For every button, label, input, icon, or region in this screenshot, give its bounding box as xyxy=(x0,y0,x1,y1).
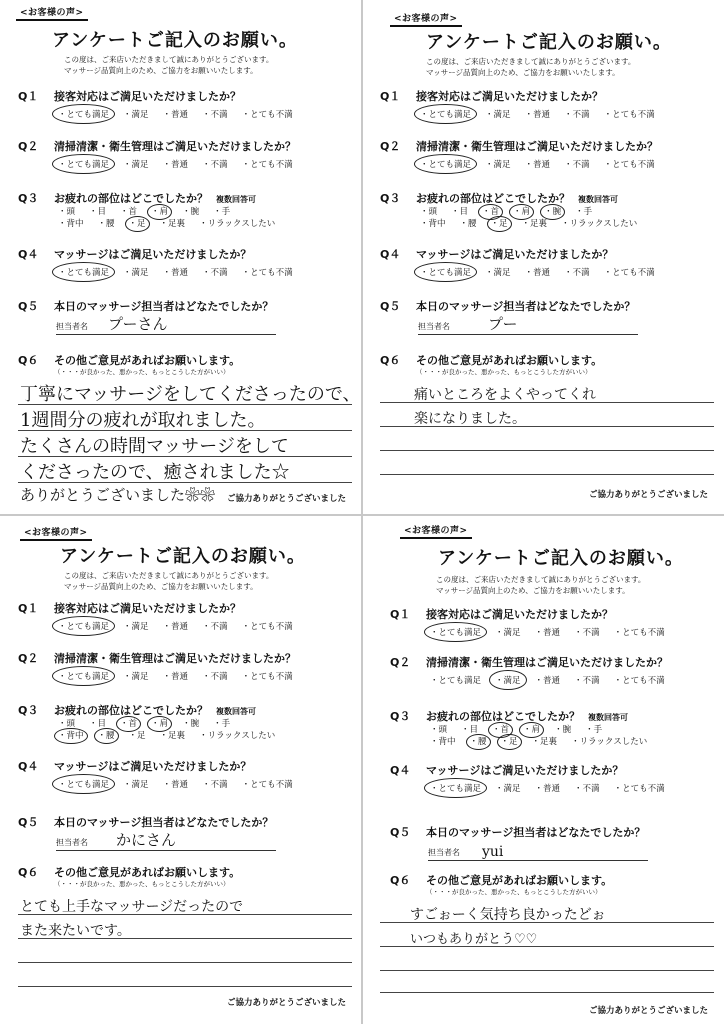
question-label: お疲れの部位はどこでしたか？ xyxy=(426,710,580,723)
option-dissatisfied[interactable]: ・不満 xyxy=(202,672,228,682)
option-dissatisfied[interactable]: ・不満 xyxy=(574,784,600,794)
part-waist[interactable]: ・腰 xyxy=(469,737,487,747)
option-satisfied[interactable]: ・満足 xyxy=(123,268,149,278)
vertical-divider xyxy=(361,0,363,1024)
part-neck[interactable]: ・首 xyxy=(120,719,138,729)
question-number: Q４ xyxy=(390,764,411,777)
part-eye[interactable]: ・目 xyxy=(451,207,469,217)
part-back[interactable]: ・背中 xyxy=(420,219,446,229)
option-satisfied[interactable]: ・満足 xyxy=(123,672,149,682)
staff-name-field[interactable] xyxy=(56,831,276,851)
rating-options xyxy=(58,266,307,278)
question-number: Q４ xyxy=(18,760,39,773)
survey-card-3 xyxy=(4,518,356,1024)
option-very-satisfied[interactable]: ・とても満足 xyxy=(58,672,110,682)
comment-line: 1週間分の疲れが取れました。 xyxy=(20,410,266,431)
part-shoulder[interactable]: ・肩 xyxy=(523,725,541,735)
part-neck[interactable]: ・首 xyxy=(492,725,510,735)
question-number: Q２ xyxy=(390,656,411,669)
part-arm[interactable]: ・腕 xyxy=(182,207,200,217)
question-text: マッサージはご満足いただけましたか？ xyxy=(426,764,624,777)
option-satisfied[interactable]: ・満足 xyxy=(495,784,521,794)
comment-area[interactable] xyxy=(18,376,361,506)
intro-line: この度は、ご来店いただきまして誠にありがとうございます。 xyxy=(436,575,646,584)
option-satisfied[interactable]: ・満足 xyxy=(123,780,149,790)
question-text: その他ご意見があればお願いします。 xyxy=(54,866,241,879)
part-arm[interactable]: ・腕 xyxy=(544,207,562,217)
survey-card-4 xyxy=(366,518,718,1024)
staff-name: プーさん xyxy=(108,315,168,333)
comment-line: また来たいです。 xyxy=(20,923,131,939)
option-satisfied[interactable]: ・満足 xyxy=(123,110,149,120)
rating-options xyxy=(430,626,679,638)
part-sole[interactable]: ・足裏 xyxy=(521,219,548,229)
card-title: アンケートご記入のお願い。 xyxy=(60,546,306,567)
question-number: Q１ xyxy=(380,90,401,103)
question-number: Q５ xyxy=(390,826,411,839)
thanks-footer: ご協力ありがとうございました xyxy=(226,494,346,504)
intro-line: マッサージ品質向上のため、ご協力をお願いいたします。 xyxy=(64,582,258,591)
part-neck[interactable]: ・首 xyxy=(482,207,500,217)
option-satisfied[interactable]: ・満足 xyxy=(485,160,511,170)
question-text: その他ご意見があればお願いします。 xyxy=(416,354,603,367)
question-number: Q４ xyxy=(380,248,401,261)
option-dissatisfied[interactable]: ・不満 xyxy=(202,110,228,120)
part-head[interactable]: ・頭 xyxy=(58,719,76,729)
comment-area[interactable] xyxy=(380,900,714,996)
option-very-dissatisfied[interactable]: ・とても不満 xyxy=(603,160,655,170)
comment-line: 楽になりました。 xyxy=(414,411,526,427)
option-very-satisfied[interactable]: ・とても満足 xyxy=(430,676,482,686)
part-foot[interactable]: ・足 xyxy=(128,219,146,229)
question-label: お疲れの部位はどこでしたか？ xyxy=(54,192,208,205)
part-back[interactable]: ・背中 xyxy=(58,219,84,229)
rule-line xyxy=(380,992,714,993)
survey-card-1 xyxy=(4,4,361,510)
intro-line: この度は、ご来店いただきまして誠にありがとうございます。 xyxy=(64,55,274,64)
body-part-options xyxy=(430,724,661,748)
question-text: 清掃清潔・衛生管理はご満足いただけましたか？ xyxy=(54,140,296,153)
card-tag: <お客様の声> xyxy=(16,4,88,21)
option-very-satisfied[interactable]: ・とても満足 xyxy=(420,160,472,170)
question-text: マッサージはご満足いただけましたか？ xyxy=(54,760,252,773)
part-head[interactable]: ・頭 xyxy=(420,207,438,217)
card-intro xyxy=(64,54,273,76)
card-title: アンケートご記入のお願い。 xyxy=(52,30,298,51)
rating-options xyxy=(420,158,669,170)
part-back[interactable]: ・背中 xyxy=(430,737,456,747)
question-number: Q３ xyxy=(18,192,39,205)
rule-line xyxy=(380,970,714,971)
question-number: Q５ xyxy=(380,300,401,313)
rating-options xyxy=(58,158,307,170)
option-very-dissatisfied[interactable]: ・とても不満 xyxy=(241,672,293,682)
part-foot[interactable]: ・足 xyxy=(490,219,508,229)
question-subtext: （・・・が良かった、悪かった、もっとこうした方がいい） xyxy=(416,368,592,376)
question-number: Q２ xyxy=(380,140,401,153)
part-hand[interactable]: ・手 xyxy=(585,725,603,735)
question-number: Q５ xyxy=(18,816,39,829)
option-satisfied[interactable]: ・満足 xyxy=(485,268,511,278)
thanks-footer: ご協力ありがとうございました xyxy=(588,490,708,500)
part-eye[interactable]: ・目 xyxy=(89,207,107,217)
option-very-satisfied[interactable]: ・とても満足 xyxy=(58,780,110,790)
rule-line xyxy=(380,450,714,451)
rating-options xyxy=(58,620,307,632)
comment-line: 丁寧にマッサージをしてくださったので、 xyxy=(20,384,361,405)
option-very-satisfied[interactable]: ・とても満足 xyxy=(58,160,110,170)
part-shoulder[interactable]: ・肩 xyxy=(513,207,531,217)
option-dissatisfied[interactable]: ・不満 xyxy=(202,268,228,278)
option-normal[interactable]: ・普通 xyxy=(524,110,551,120)
question-subtext: （・・・が良かった、悪かった、もっとこうした方がいい） xyxy=(54,368,230,376)
question-number: Q６ xyxy=(18,866,39,879)
option-very-satisfied[interactable]: ・とても満足 xyxy=(430,628,482,638)
comment-line: 痛いところをよくやってくれ xyxy=(414,387,596,403)
multi-answer-note: 複数回答可 xyxy=(588,713,628,722)
option-dissatisfied[interactable]: ・不満 xyxy=(564,110,590,120)
option-very-satisfied[interactable]: ・とても満足 xyxy=(58,268,110,278)
part-eye[interactable]: ・目 xyxy=(89,719,107,729)
multi-answer-note: 複数回答可 xyxy=(578,195,618,204)
option-very-dissatisfied[interactable]: ・とても不満 xyxy=(241,160,293,170)
option-normal[interactable]: ・普通 xyxy=(534,676,561,686)
staff-name-field[interactable] xyxy=(418,315,638,335)
question-number: Q６ xyxy=(18,354,39,367)
option-very-dissatisfied[interactable]: ・とても不満 xyxy=(613,676,665,686)
question-text: 本日のマッサージ担当者はどなたでしたか？ xyxy=(54,300,274,313)
intro-line: この度は、ご来店いただきまして誠にありがとうございます。 xyxy=(426,57,636,66)
option-dissatisfied[interactable]: ・不満 xyxy=(574,628,600,638)
comment-line: いつもありがとう♡♡ xyxy=(410,932,538,947)
option-very-satisfied[interactable]: ・とても満足 xyxy=(58,110,110,120)
option-normal[interactable]: ・普通 xyxy=(162,622,189,632)
comment-line: たくさんの時間マッサージをして xyxy=(20,436,289,457)
thanks-footer: ご協力ありがとうございました xyxy=(226,998,346,1008)
comment-line: ありがとうございました❀❀ xyxy=(20,486,216,504)
option-dissatisfied[interactable]: ・不満 xyxy=(202,160,228,170)
part-relax[interactable]: ・リラックスしたい xyxy=(571,737,648,747)
part-hand[interactable]: ・手 xyxy=(575,207,593,217)
option-very-satisfied[interactable]: ・とても満足 xyxy=(430,784,482,794)
option-normal[interactable]: ・普通 xyxy=(534,628,561,638)
part-head[interactable]: ・頭 xyxy=(58,207,76,217)
option-very-dissatisfied[interactable]: ・とても不満 xyxy=(241,780,293,790)
staff-name: プー xyxy=(488,315,518,333)
part-eye[interactable]: ・目 xyxy=(461,725,479,735)
part-waist[interactable]: ・腰 xyxy=(97,219,115,229)
option-very-dissatisfied[interactable]: ・とても不満 xyxy=(613,784,665,794)
rule-line xyxy=(18,986,352,987)
option-normal[interactable]: ・普通 xyxy=(162,780,189,790)
question-text: マッサージはご満足いただけましたか？ xyxy=(416,248,614,261)
part-sole[interactable]: ・足裏 xyxy=(159,219,186,229)
part-foot[interactable]: ・足 xyxy=(128,731,146,741)
comment-area[interactable] xyxy=(380,378,714,478)
question-text: その他ご意見があればお願いします。 xyxy=(426,874,613,887)
body-part-options xyxy=(420,206,651,230)
question-text: 本日のマッサージ担当者はどなたでしたか？ xyxy=(54,816,274,829)
horizontal-divider xyxy=(0,514,724,516)
intro-line: この度は、ご来店いただきまして誠にありがとうございます。 xyxy=(64,571,274,580)
question-subtext: （・・・が良かった、悪かった、もっとこうした方がいい） xyxy=(54,880,230,888)
question-text: 接客対応はご満足いただけましたか？ xyxy=(54,602,241,615)
rule-line xyxy=(380,474,714,475)
option-very-dissatisfied[interactable]: ・とても不満 xyxy=(613,628,665,638)
option-very-satisfied[interactable]: ・とても満足 xyxy=(420,110,472,120)
question-number: Q３ xyxy=(380,192,401,205)
question-label: お疲れの部位はどこでしたか？ xyxy=(416,192,570,205)
staff-name: かにさん xyxy=(116,831,177,849)
part-shoulder[interactable]: ・肩 xyxy=(151,207,169,217)
question-text: 本日のマッサージ担当者はどなたでしたか？ xyxy=(426,826,646,839)
option-dissatisfied[interactable]: ・不満 xyxy=(574,676,600,686)
card-intro xyxy=(436,574,645,596)
part-hand[interactable]: ・手 xyxy=(213,207,231,217)
option-normal[interactable]: ・普通 xyxy=(162,160,189,170)
option-normal[interactable]: ・普通 xyxy=(524,160,551,170)
intro-line: マッサージ品質向上のため、ご協力をお願いいたします。 xyxy=(426,68,620,77)
intro-line: マッサージ品質向上のため、ご協力をお願いいたします。 xyxy=(64,66,258,75)
part-relax[interactable]: ・リラックスしたい xyxy=(199,731,276,741)
option-very-dissatisfied[interactable]: ・とても不満 xyxy=(241,622,293,632)
body-part-options xyxy=(58,718,289,742)
question-number: Q１ xyxy=(390,608,411,621)
part-relax[interactable]: ・リラックスしたい xyxy=(199,219,276,229)
rating-options xyxy=(58,108,307,120)
question-text: マッサージはご満足いただけましたか？ xyxy=(54,248,252,261)
part-sole[interactable]: ・足裏 xyxy=(159,731,186,741)
staff-name: yui xyxy=(482,844,504,860)
question-number: Q３ xyxy=(18,704,39,717)
body-part-options xyxy=(58,206,289,230)
option-dissatisfied[interactable]: ・不満 xyxy=(202,780,228,790)
question-text: 清掃清潔・衛生管理はご満足いただけましたか？ xyxy=(426,656,668,669)
option-satisfied[interactable]: ・満足 xyxy=(123,160,149,170)
option-normal[interactable]: ・普通 xyxy=(162,672,189,682)
part-foot[interactable]: ・足 xyxy=(500,737,518,747)
question-number: Q３ xyxy=(390,710,411,723)
question-label: お疲れの部位はどこでしたか？ xyxy=(54,704,208,717)
option-normal[interactable]: ・普通 xyxy=(162,268,189,278)
card-title: アンケートご記入のお願い。 xyxy=(426,32,672,53)
rating-options xyxy=(420,108,669,120)
question-text: 清掃清潔・衛生管理はご満足いただけましたか？ xyxy=(54,652,296,665)
rule-line xyxy=(18,962,352,963)
question-number: Q６ xyxy=(380,354,401,367)
survey-card-2 xyxy=(366,4,718,510)
question-text: 接客対応はご満足いただけましたか？ xyxy=(426,608,613,621)
option-satisfied[interactable]: ・満足 xyxy=(485,110,511,120)
card-tag: <お客様の声> xyxy=(390,10,462,27)
option-satisfied[interactable]: ・満足 xyxy=(495,676,521,686)
part-sole[interactable]: ・足裏 xyxy=(531,737,558,747)
staff-label: 担当者名 xyxy=(428,848,460,857)
part-head[interactable]: ・頭 xyxy=(430,725,448,735)
option-very-dissatisfied[interactable]: ・とても不満 xyxy=(603,110,655,120)
staff-label: 担当者名 xyxy=(418,322,450,331)
rating-options xyxy=(430,782,679,794)
question-number: Q５ xyxy=(18,300,39,313)
part-waist[interactable]: ・腰 xyxy=(97,731,115,741)
question-text: 接客対応はご満足いただけましたか？ xyxy=(54,90,241,103)
option-normal[interactable]: ・普通 xyxy=(534,784,561,794)
part-arm[interactable]: ・腕 xyxy=(182,719,200,729)
part-arm[interactable]: ・腕 xyxy=(554,725,572,735)
question-text: 接客対応はご満足いただけましたか？ xyxy=(416,90,603,103)
card-tag: <お客様の声> xyxy=(400,522,472,539)
option-satisfied[interactable]: ・満足 xyxy=(123,622,149,632)
option-normal[interactable]: ・普通 xyxy=(524,268,551,278)
staff-name-field[interactable] xyxy=(428,844,648,861)
part-shoulder[interactable]: ・肩 xyxy=(151,719,169,729)
part-hand[interactable]: ・手 xyxy=(213,719,231,729)
question-number: Q２ xyxy=(18,652,39,665)
comment-line: すごぉーく気持ち良かったどぉ xyxy=(410,907,606,923)
staff-label: 担当者名 xyxy=(56,322,88,331)
option-dissatisfied[interactable]: ・不満 xyxy=(202,622,228,632)
rating-options xyxy=(430,674,679,686)
comment-line: くださったので、癒されました☆ xyxy=(20,462,290,483)
rating-options xyxy=(58,778,307,790)
question-text: 清掃清潔・衛生管理はご満足いただけましたか？ xyxy=(416,140,658,153)
comment-line: とても上手なマッサージだったので xyxy=(20,899,244,915)
question-number: Q６ xyxy=(390,874,411,887)
rating-options xyxy=(58,670,307,682)
rating-options xyxy=(420,266,669,278)
question-text: その他ご意見があればお願いします。 xyxy=(54,354,241,367)
comment-area[interactable] xyxy=(18,890,352,1000)
card-intro xyxy=(426,56,635,78)
card-title: アンケートご記入のお願い。 xyxy=(438,548,684,569)
question-number: Q２ xyxy=(18,140,39,153)
question-number: Q１ xyxy=(18,90,39,103)
intro-line: マッサージ品質向上のため、ご協力をお願いいたします。 xyxy=(436,586,630,595)
multi-answer-note: 複数回答可 xyxy=(216,195,256,204)
staff-name-field[interactable] xyxy=(56,315,276,335)
question-subtext: （・・・が良かった、悪かった、もっとこうした方がいい） xyxy=(426,888,602,896)
part-neck[interactable]: ・首 xyxy=(120,207,138,217)
option-very-satisfied[interactable]: ・とても満足 xyxy=(58,622,110,632)
option-dissatisfied[interactable]: ・不満 xyxy=(564,268,590,278)
staff-label: 担当者名 xyxy=(56,838,88,847)
option-very-satisfied[interactable]: ・とても満足 xyxy=(420,268,472,278)
question-text: 本日のマッサージ担当者はどなたでしたか？ xyxy=(416,300,636,313)
card-intro xyxy=(64,570,273,592)
option-very-dissatisfied[interactable]: ・とても不満 xyxy=(603,268,655,278)
part-relax[interactable]: ・リラックスしたい xyxy=(561,219,638,229)
part-waist[interactable]: ・腰 xyxy=(459,219,477,229)
option-dissatisfied[interactable]: ・不満 xyxy=(564,160,590,170)
part-back[interactable]: ・背中 xyxy=(58,731,84,741)
thanks-footer: ご協力ありがとうございました xyxy=(588,1006,708,1016)
option-satisfied[interactable]: ・満足 xyxy=(495,628,521,638)
option-very-dissatisfied[interactable]: ・とても不満 xyxy=(241,110,293,120)
question-number: Q４ xyxy=(18,248,39,261)
card-tag: <お客様の声> xyxy=(20,524,92,541)
option-very-dissatisfied[interactable]: ・とても不満 xyxy=(241,268,293,278)
multi-answer-note: 複数回答可 xyxy=(216,707,256,716)
option-normal[interactable]: ・普通 xyxy=(162,110,189,120)
question-number: Q１ xyxy=(18,602,39,615)
